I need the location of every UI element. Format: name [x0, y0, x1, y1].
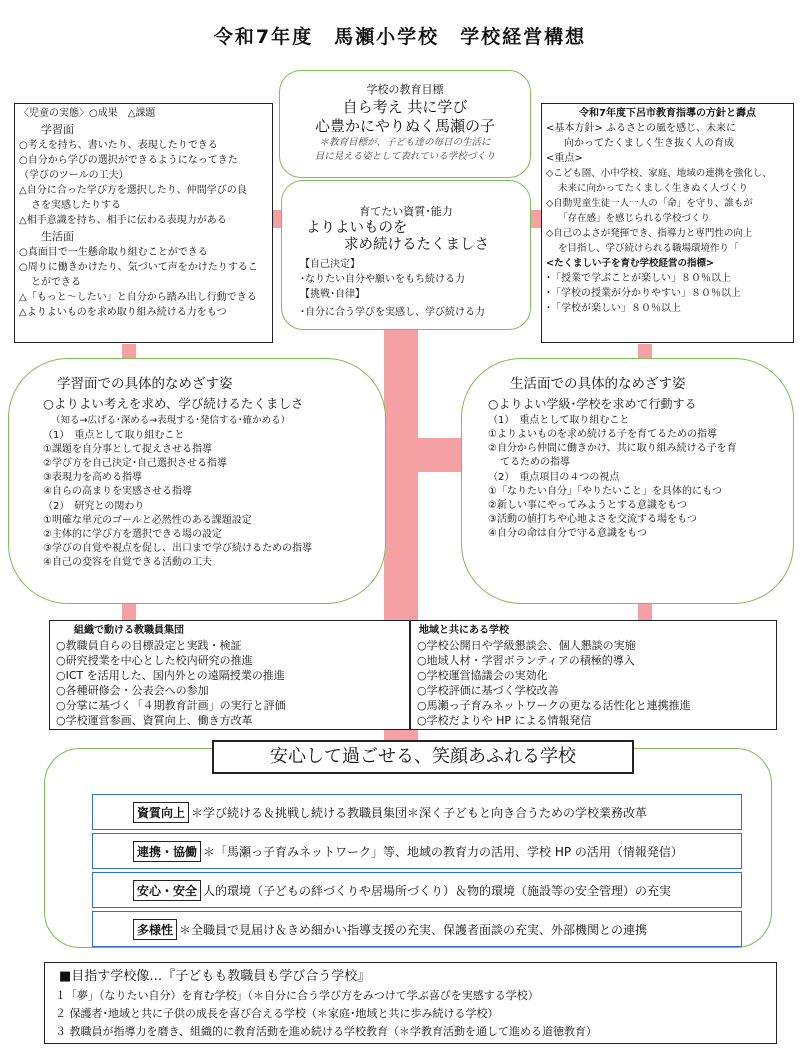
vision-item: １「夢」（なりたい自分）を育む学校」（＊自分に合う学び方をみつけて学ぶ喜びを実感する学校） [55, 989, 539, 1002]
city-item: 「存在感」を感じられる学校づくり [558, 213, 711, 224]
safe-rows [92, 788, 742, 980]
children-item: ○自分から学びの選択ができるようになってきた [19, 155, 238, 166]
children-item: ○真面目で一生懸命取り組むことができる [19, 247, 208, 258]
staff-box [49, 620, 410, 730]
life-item: ④自分の命は自分で守る意識をもつ [488, 528, 647, 539]
learning-main: ○よりよい考えを求め、学び続けるたくましさ [43, 396, 304, 411]
city-item: 未来に向かってたくましく生きぬく人づくり [558, 183, 749, 194]
vision-box [44, 962, 777, 1044]
city-basic1: ふるさとの風を感じ、未来に [605, 123, 736, 134]
goal-heading: 学校の教育目標 [366, 83, 444, 96]
life-heading: 生活面での具体的なめざす姿 [510, 376, 686, 392]
qualities-line2: 求め続けるたくましさ [344, 237, 489, 253]
staff-item: ○学校運営参画、資質向上、働き方改革 [56, 714, 253, 727]
safe-row [92, 794, 742, 830]
goal-note1: ＊教育目標が、子ども達の毎日の生活に [319, 137, 491, 148]
children-item: △相手意識を持ち、相手に伝わる表現力がある [19, 215, 227, 226]
community-item: ○馬瀬っ子育みネットワークの更なる活性化と連携推進 [417, 699, 691, 712]
city-item: ◇自己のよさが発揮でき、指導力と専門性の向上 [546, 228, 753, 239]
goal-line2: 心豊かにやりぬく馬瀬の子 [314, 117, 495, 135]
city-focus: <重点> [546, 153, 583, 164]
staff-heading: 組織で動ける教職員集団 [74, 625, 184, 636]
children-item: △「もっと〜したい」と自分から踏み出し行動できる [19, 292, 257, 303]
learning-item: ①明確な単元のゴールと必然性のある課題設定 [43, 515, 252, 526]
safe-school-heading: 安心して過ごせる、笑顔あふれる学校 [212, 740, 634, 774]
qualities-h1: 【自己決定】 [300, 259, 360, 270]
safe-row-label: 連携・協働 [133, 841, 201, 862]
vision-item: ２ 保護者･地域と共に子供の成長を喜び合える学校（＊家庭･地域と共に歩み続ける学校） [55, 1007, 499, 1020]
vision-item: ３ 教職員が指導力を磨き、組織的に教育活動を進め続ける学校教育（＊学教育活動を通して進める道徳教育） [55, 1025, 598, 1038]
staff-item: ○分掌に基づく「４期教育計画」の実行と評価 [56, 699, 286, 712]
safe-row-text: ＊「馬瀬っ子育みネットワーク」等、地域の教育力の活用、学校 HP の活用（情報発信） [203, 844, 683, 859]
children-legend: ○成果 △課題 [89, 108, 156, 119]
qualities-t2: ･自分に合う学びを実感し、学び続ける力 [300, 307, 485, 318]
city-index: ･「学校の授業が分かりやすい」８０％以上 [546, 288, 741, 299]
learning-box [8, 358, 386, 604]
learning-heading: 学習面での具体的なめざす姿 [57, 376, 233, 392]
life-s2: （2） 重点項目の４つの視点 [488, 472, 620, 483]
children-item: さを実感したりする [31, 200, 121, 211]
city-item: を目指し、学び続けられる職場環境作り「 [558, 243, 739, 254]
learning-sub: （知る→広げる･深める→表現する･発信する･確かめる） [51, 415, 291, 426]
staff-item: ○各種研修会・公表会への参加 [56, 684, 209, 697]
learning-item: ②学び方を自己決定･自己選択させる指導 [43, 458, 227, 469]
life-item: ①「なりたい自分」「やりたいこと」を具体的にもつ [488, 486, 722, 497]
learning-item: ④自己の変容を自覚できる活動の工夫 [43, 557, 212, 568]
community-box [410, 620, 777, 730]
children-item: ○周りに働きかけたり、気づいて声をかけたりするこ [19, 262, 258, 273]
city-heading: 令和7年度下呂市教育指導の方針と壽点 [579, 108, 756, 119]
life-s1: （1） 重点として取り組むこと [488, 415, 630, 426]
safe-row [92, 911, 742, 947]
learning-item: ④自らの高まりを実感させる指導 [43, 486, 192, 497]
children-item: △よりよいものを求め取り組み続ける力をもつ [19, 307, 227, 318]
learning-item: ①課題を自分事として捉えさせる指導 [43, 444, 212, 455]
safe-row-label: 資質向上 [133, 802, 189, 823]
city-sub: <たくましい子を育む学校経営の指標> [546, 258, 714, 269]
city-item: ◇自動児童生徒一人一人の「命」を守り、誰もが [546, 198, 753, 209]
learning-item: ③表現力を高める指導 [43, 472, 142, 483]
learning-item: ②主体的に学び方を選択できる場の設定 [43, 529, 222, 540]
city-basic-label: <基本方針> [546, 123, 603, 134]
safe-row-label: 多様性 [133, 919, 177, 940]
community-item: ○地域人材・学習ボランティアの積極的導入 [417, 654, 635, 667]
safe-row-text: ＊学び続ける＆挑戦し続ける教職員集団＊深く子どもと向き合うための学校業務改革 [191, 805, 648, 820]
community-item: ○学校運営協議会の実効化 [417, 669, 548, 682]
goal-line1: 自ら考え 共に学び [342, 98, 468, 116]
city-index: ･「学校が楽しい」８０％以上 [546, 303, 681, 314]
safe-row-text: 人的環境（子どもの絆づくりや居場所づくり）＆物的環境（施設等の安全管理）の充実 [203, 883, 672, 898]
safe-row [92, 872, 742, 908]
children-sub1: 学習面 [41, 123, 74, 136]
children-item: とができる [31, 277, 81, 288]
children-state-box [14, 103, 273, 343]
children-item: ○考えを持ち、書いたり、表現したりできる [19, 140, 218, 151]
city-item: ◇こども園、小中学校、家庭、地域の連携を強化し、 [546, 168, 772, 179]
children-heading: 〈児童の実態〉 [19, 108, 89, 119]
qualities-box [281, 180, 531, 330]
qualities-t1: ･なりたい自分や願いをもち続ける力 [300, 274, 465, 285]
staff-item: ○研究授業を中心とした校内研究の推進 [56, 654, 253, 667]
community-item: ○学校だよりや HP による情報発信 [417, 714, 592, 727]
learning-item: ③学びの自覚や視点を促し、出口まで学び続けるための指導 [43, 543, 312, 554]
life-item: ③活動の値打ちや心地よさを交流する場をもつ [488, 514, 697, 525]
children-item: △自分に合った学び方を選択したり、仲間学びの良 [19, 185, 247, 196]
life-main: ○よりよい学級･学校を求めて行動する [488, 397, 697, 411]
vision-heading: ■目指す学校像…『子どもも教職員も学び合う学校』 [59, 969, 371, 984]
qualities-h2: 【挑戦･自律】 [300, 289, 365, 300]
city-basic2: 向かってたくましく生き抜く人の育成 [564, 138, 734, 149]
community-item: ○学校評価に基づく学校改善 [417, 684, 559, 697]
staff-item: ○教職員自らの目標設定と実践・検証 [56, 639, 242, 652]
community-heading: 地域と共にある学校 [419, 625, 509, 636]
life-item: ①よりよいものを求め続ける子を育てるための指導 [488, 429, 717, 440]
safe-row-label: 安心・安全 [133, 880, 201, 901]
safe-row [92, 833, 742, 869]
city-index: ･「授業で学ぶことが楽しい」８０％以上 [546, 273, 731, 284]
qualities-line1: よりよいものを [306, 220, 408, 236]
life-item: ②新しい事にやってみようとする意識をもつ [488, 500, 687, 511]
life-item: てるための指導 [500, 457, 570, 468]
education-goal-box [279, 70, 531, 178]
learning-s1: （1） 重点として取り組むこと [43, 430, 185, 441]
learning-s2: （2） 研究との関わり [43, 501, 145, 512]
life-box [461, 358, 794, 604]
children-item: （学びのツールの工夫） [19, 170, 129, 181]
community-item: ○学校公開日や学級懇談会、個人懇談の実施 [417, 639, 636, 652]
page-title: 令和7年度 馬瀬小学校 学校経営構想 [213, 26, 587, 48]
qualities-heading: 育てたい資質･能力 [359, 205, 453, 218]
staff-item: ○ICT を活用した、国内外との遠隔授業の推進 [56, 669, 285, 682]
children-sub2: 生活面 [41, 230, 74, 243]
life-item: ②自分から仲間に働きかけ、共に取り組み続ける子を育 [488, 443, 737, 454]
safe-row-text: ＊全職員で見届け＆きめ細かい指導支援の充実、保護者面談の充実、外部機関との連携 [179, 922, 648, 937]
city-policy-box [541, 103, 794, 343]
goal-note2: 目に見える姿として表れている学校づくり [314, 151, 496, 162]
